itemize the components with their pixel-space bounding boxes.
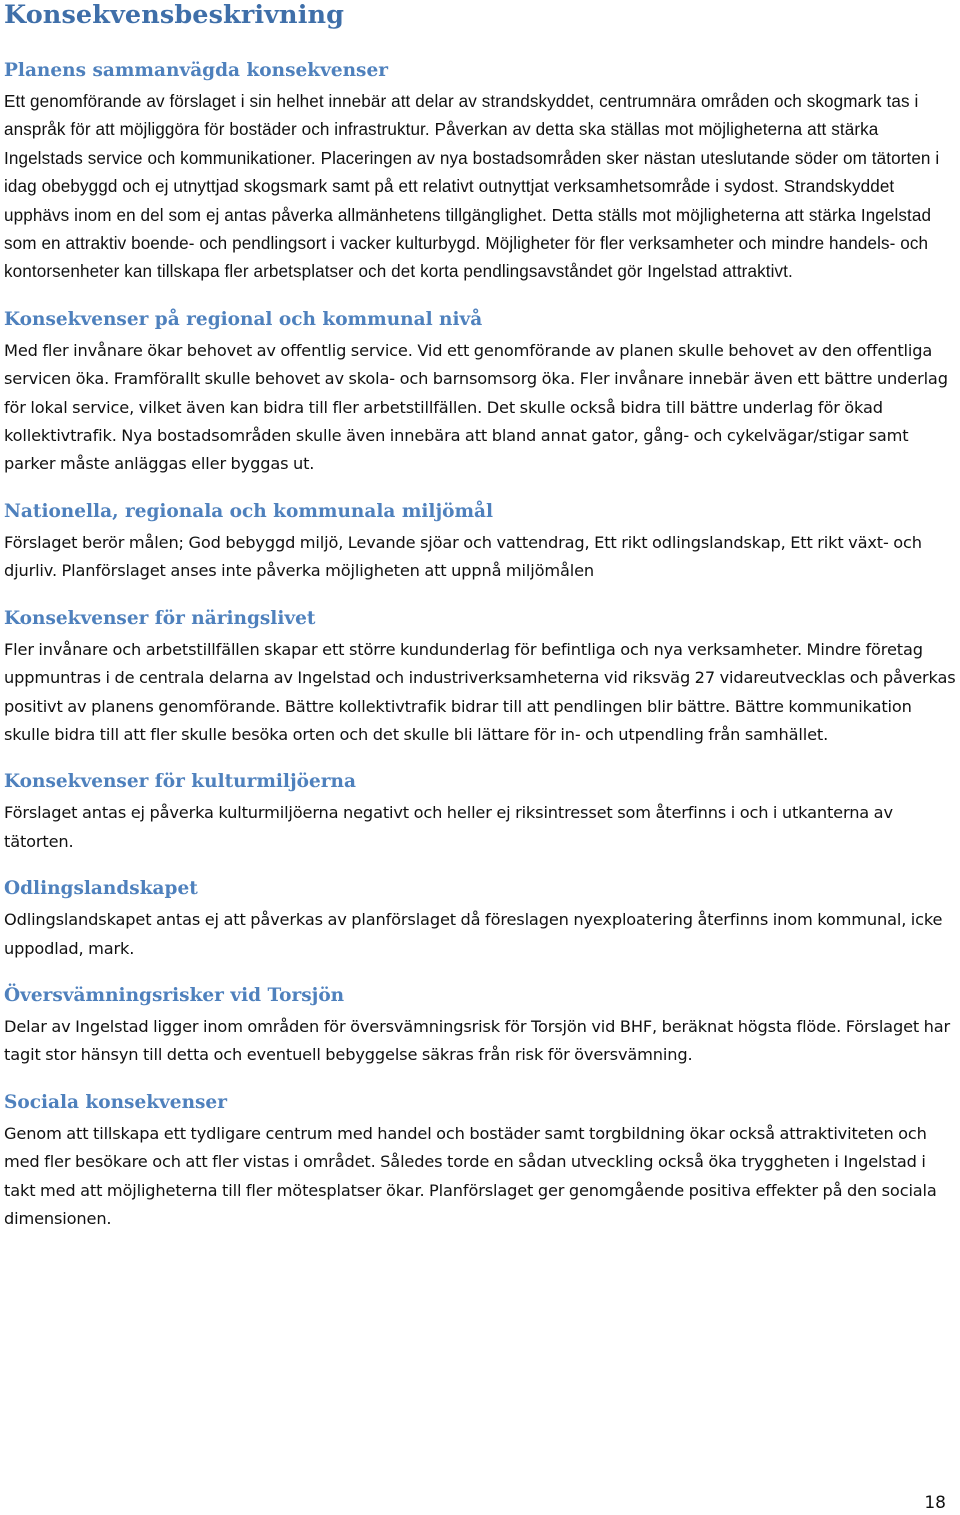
section-paragraph: Delar av Ingelstad ligger inom områden för översvämningsrisk för Torsjön vid BHF, beräknat högsta flöde. Förslaget har tagit stor hänsyn till detta och eventuell bebyggelse säkras från risk för översvämning. — [4, 1016, 951, 1065]
section-paragraph: Förslaget antas ej påverka kulturmiljöerna negativt och heller ej riksintresset som återfinns i och i utkanterna av tätorten. — [4, 803, 893, 851]
section-paragraph: Fler invånare och arbetstillfällen skapar ett större kundunderlag för befintliga och nya verksamheter. Mindre företag uppmuntras i de centrala delarna av Ingelstad och industriverksamheterna vid riksväg 27 vidareutvecklas och påverkas positivt av planens genomförande. Bättre kollektivtrafik bidrar till att pendlingen blir bättre. Bättre kommunikation skulle bidra till att fler skulle besöka orten och det skulle bli lättare för in- och utpendling från samhället. — [4, 639, 956, 744]
section-miljomal — [4, 497, 958, 586]
section-paragraph: Med fler invånare ökar behovet av offentlig service. Vid ett genomförande av planen skulle behovet av den offentliga servicen öka. Framförallt skulle behovet av skola- och barnsomsorg öka. Fler invånare innebär även ett bättre underlag för lokal service, vilket även kan bidra till fler arbetstillfällen. Det skulle också bidra till bättre underlag för ökad kollektivtrafik. Nya bostadsområden skulle även innebära att bland annat gator, gång- och cykelvägar/stigar samt parker måste anläggas eller byggas ut. — [4, 340, 948, 474]
section-heading: Odlingslandskapet — [4, 878, 198, 900]
section-gap — [4, 856, 958, 874]
section-gap — [4, 479, 958, 497]
section-kulturmiljoerna — [4, 767, 958, 856]
document-title: Konsekvensbeskrivning — [4, 0, 345, 30]
section-heading: Översvämningsrisker vid Torsjön — [4, 984, 345, 1006]
section-heading: Nationella, regionala och kommunala miljömål — [4, 500, 494, 522]
section-heading: Planens sammanvägda konsekvenser — [4, 60, 388, 81]
section-naringslivet — [4, 604, 958, 750]
section-odlingslandskapet — [4, 874, 958, 963]
section-planens-sammanvagda-konsekvenser — [4, 56, 958, 287]
section-gap — [4, 287, 958, 305]
section-gap — [4, 586, 958, 604]
section-paragraph: Genom att tillskapa ett tydligare centrum med handel och bostäder samt torgbildning ökar också attraktiviteten och med fler besökare och att fler vistas i området. Således torde en sådan utveckling också öka tryggheten i Ingelstad i takt med att möjligheterna till fler mötesplatser ökar. Planförslaget ger genomgående positiva effekter på den sociala dimensionen. — [4, 1123, 937, 1228]
section-gap — [4, 963, 958, 981]
section-oversvamningsrisker — [4, 981, 958, 1070]
section-paragraph: Förslaget berör målen; God bebyggd miljö, Levande sjöar och vattendrag, Ett rikt odlingslandskap, Ett rikt växt- och djurliv. Planförslaget anses inte påverka möjligheten att uppnå miljömålen — [4, 532, 922, 581]
section-heading: Konsekvenser på regional och kommunal nivå — [4, 308, 483, 330]
section-heading: Konsekvenser för kulturmiljöerna — [4, 771, 356, 793]
section-paragraph: Ett genomförande av förslaget i sin helhet innebär att delar av strandskyddet, centrumnära områden och skogmark tas i anspråk för att möjliggöra för bostäder och infrastruktur. Påverkan av detta ska ställas mot möjligheterna att stärka Ingelstads service och kommunikationer. Placeringen av nya bostadsområden sker nästan uteslutande söder om tätorten i idag obebyggd och ej utnyttjad skogsmark samt på ett relativt outnyttjat verksamhetsområde i sydost. Strandskyddet upphävs inom en del som ej antas påverka allmänhetens tillgänglighet. Detta ställs mot möjligheterna att stärka Ingelstad som en attraktiv boende- och pendlingsort i vacker kulturbygd. Möjligheter för fler verksamheter och mindre handels- och kontorsenheter kan tillskapa fler arbetsplatser och det korta pendlingsavståndet gör Ingelstad attraktivt. — [4, 92, 940, 282]
section-sociala-konsekvenser — [4, 1088, 958, 1234]
document-page — [4, 0, 958, 1233]
section-gap — [4, 1070, 958, 1088]
section-gap — [4, 749, 958, 767]
section-heading: Konsekvenser för näringslivet — [4, 607, 316, 629]
section-heading: Sociala konsekvenser — [4, 1091, 227, 1113]
page-number: 18 — [924, 1493, 946, 1513]
section-regional-kommunal-niva — [4, 305, 958, 479]
section-paragraph: Odlingslandskapet antas ej att påverkas av planförslaget då föreslagen nyexploatering återfinns inom kommunal, icke uppodlad, mark. — [4, 910, 943, 958]
